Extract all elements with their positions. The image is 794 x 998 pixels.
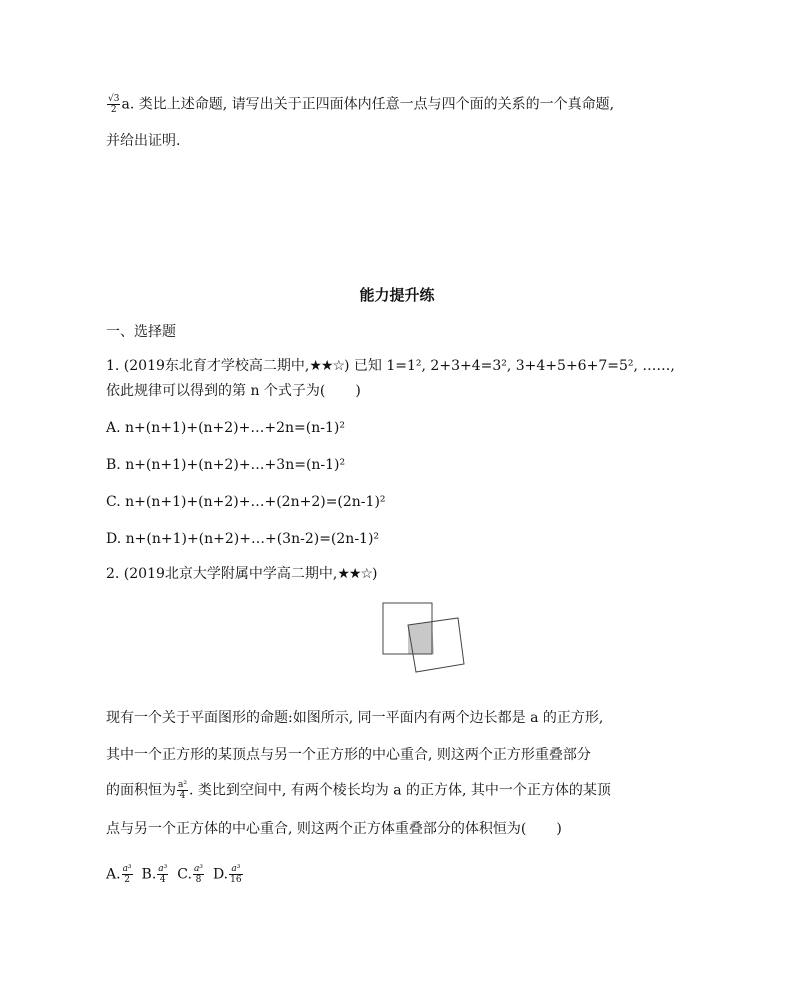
a-squared-over-4-fraction: $\frac{\text{a²}}{4}$: [178, 780, 187, 801]
q1-option-c: C. n+(n+1)+(n+2)+…+(2n+2)=(2n-1)²: [106, 494, 386, 510]
q2-paragraph-2: 其中一个正方形的某顶点与另一个正方形的中心重合, 则这两个正方形重叠部分: [106, 747, 591, 763]
sqrt3-over-2-fraction: $\frac{√3}{2}$: [108, 94, 120, 115]
q2-paragraph-1: 现有一个关于平面图形的命题:如图所示, 同一平面内有两个边长都是 a 的正方形,: [106, 710, 604, 726]
two-squares-figure: [380, 600, 470, 680]
q1-option-d: D. n+(n+1)+(n+2)+…+(3n-2)=(2n-1)²: [106, 531, 380, 547]
q2-p4-text: 点与另一个正方体的中心重合, 则这两个正方体重叠部分的体积恒为(: [106, 821, 527, 837]
q2-option-b: B. $\frac{\text{a³}}{4}$: [141, 864, 168, 885]
q2-option-c: C. $\frac{\text{a³}}{8}$: [177, 864, 203, 885]
q2-options: [106, 864, 252, 885]
q1-option-b: B. n+(n+1)+(n+2)+…+3n=(n-1)²: [106, 457, 346, 473]
q2-line-1: [106, 564, 377, 584]
q1-text: ) 已知 1=1², 2+3+4=3², 3+4+5+6+7=5², ……,: [344, 358, 675, 374]
q2-prefix: 2. (2019北京大学附属中学高二期中,: [106, 566, 338, 582]
q1-paren-close: ): [355, 383, 361, 399]
q2-suffix: ): [372, 566, 378, 582]
q2-option-a: A. $\frac{\text{a³}}{2}$: [106, 864, 132, 885]
section-title: 能力提升练: [359, 286, 435, 304]
q1-option-a: A. n+(n+1)+(n+2)+…+2n=(n-1)²: [106, 420, 345, 436]
intro-line-2: 并给出证明.: [106, 133, 181, 149]
q2-p3-start: 的面积恒为: [106, 782, 176, 799]
difficulty-stars-icon: ★★☆: [309, 358, 345, 374]
q2-paren-close: ): [556, 821, 562, 837]
intro-line-1-text: a. 类比上述命题, 请写出关于正四面体内任意一点与四个面的关系的一个真命题,: [121, 96, 615, 113]
q1-line-1: [106, 356, 675, 376]
q2-paragraph-4: [106, 819, 562, 839]
q1-prompt: 依此规律可以得到的第 n 个式子为(: [106, 383, 326, 399]
subsection-title: 一、选择题: [106, 324, 176, 340]
intro-line-1: [106, 94, 614, 115]
difficulty-stars-icon: ★★☆: [337, 566, 373, 582]
q2-p3-end: . 类比到空间中, 有两个棱长均为 a 的正方体, 其中一个正方体的某顶: [188, 782, 611, 799]
q1-line-2: [106, 381, 361, 401]
q1-prefix: 1. (2019东北育才学校高二期中,: [106, 358, 310, 374]
q2-paragraph-3: [106, 780, 611, 801]
q2-option-d: D. $\frac{\text{a³}}{16}$: [212, 864, 242, 885]
